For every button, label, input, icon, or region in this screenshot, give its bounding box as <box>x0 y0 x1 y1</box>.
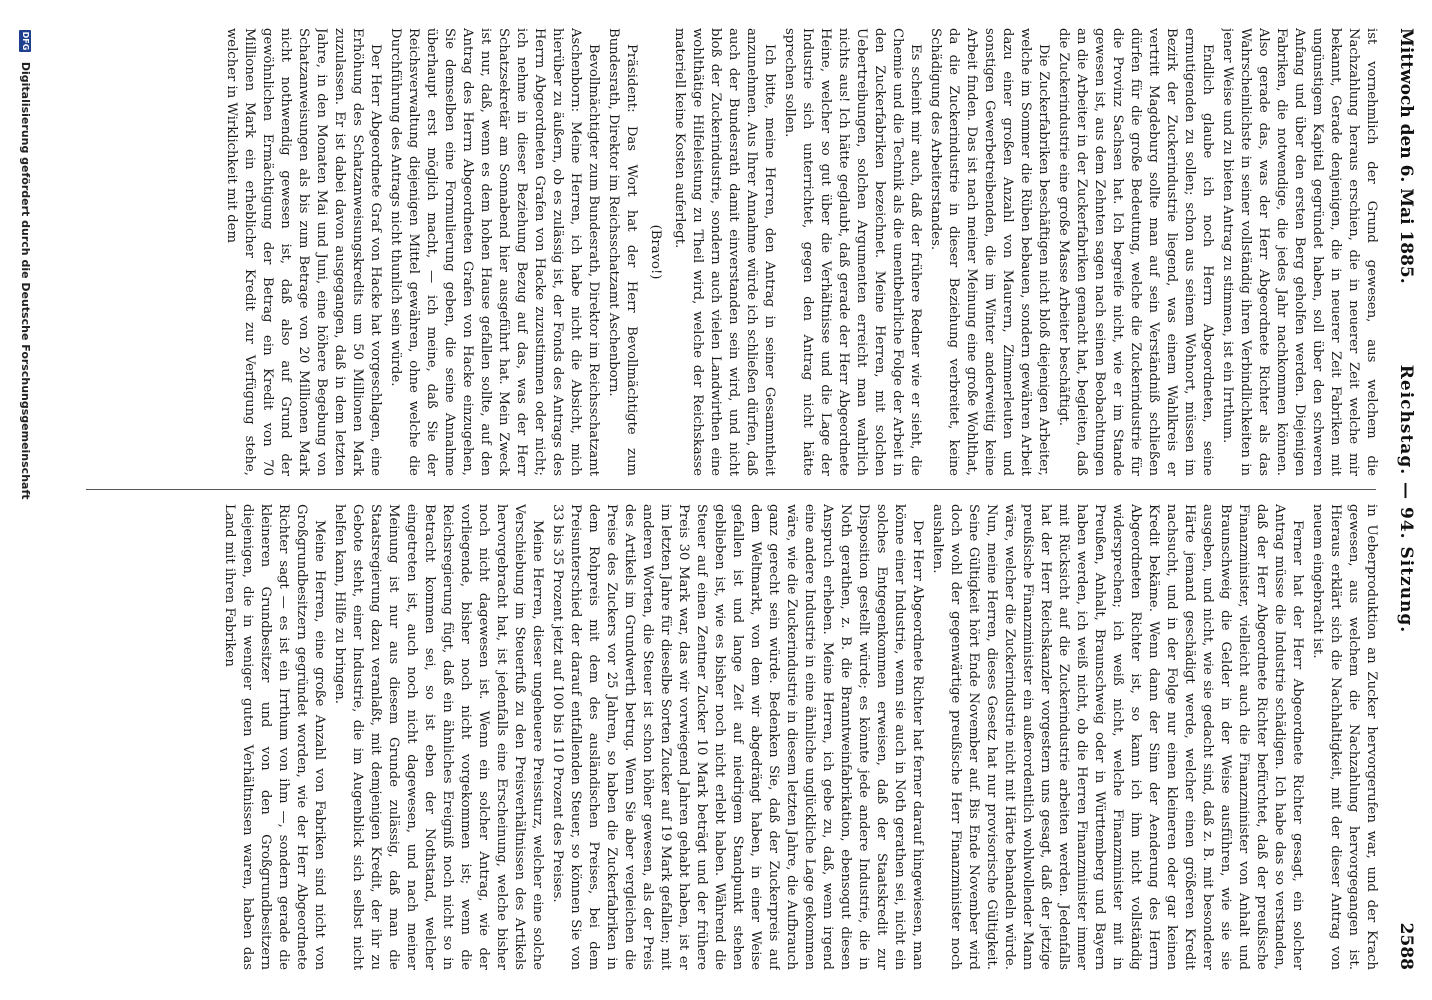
paragraph: in Ueberproduktion an Zucker hervorgerufen war, und der Krach gewesen, aus welchem die Nachzahlung hervorgegangen ist. Hieraus erklärt sich die Nachhaltigkeit, mit der dieser Antrag von neuem eingebracht ist. <box>1310 504 1379 970</box>
page-number: 2588 <box>1396 922 1416 970</box>
applause-note: (Bravo!) <box>648 224 663 280</box>
paragraph: Ferner hat der Herr Abgeordnete Richter gesagt, ein solcher Antrag müsse die Industrie schädigen. Ich habe das so verstanden, daß der Herr Abgeordnete Richter befürchtet, daß der preußische Finanzminister, vielleicht auch die Finanzminister von Anhalt und Braunschweig die Gelder in der Weise ausführen, wie sie sie ausgeben, und nicht, wie sie gedacht sind, daß z. B. mit besonderer Härte jemand geschädigt werde, welcher einen größeren Kredit nachsucht, und in der Folge nur einen kleineren oder gar keinen Kredit bekäme. Wenn dann der Sinn der Aenderung des Herrn Abgeordneten Richter ist, so kann ich ihm nicht vollständig widersprechen; ich weiß nicht, welche Finanzminister mit in Preußen, Anhalt, Braunschweig oder in Württemberg und Bayern haben werden, ich weiß nicht, ob die Herren Finanzminister immer mit Rücksicht auf die Zuckerindustrie arbeiten werden. Jedenfalls hat der Herr Reichskanzler vorgestern uns gesagt, daß der jetzige preußische Finanzminister ein außerordentlich wohlwollender Mann wäre, welcher die Zuckerindustrie nicht mit Härte behandeln würde. Nun, meine Herren, dieses Gesetz hat nur provisorische Gültigkeit. Seine Gültigkeit hört Ende November auf. Bis Ende November wird doch wohl der gegenwärtige preußische Herr Finanzminister noch aushalten. <box>930 504 1305 970</box>
running-head <box>1390 28 1422 970</box>
paragraph: ist vornehmlich der Grund gewesen, aus welchem die Nachzahlung heraus erschien, die in neuerer Zeit welche mir bekannt, Gerade denjenigen, die in neuerer Zeit Fabriken mit ungünstigem Kapital gegründet haben, soll über den schweren Anfang und über den ersten Berg geholfen werden. Diejenigen Fabriken, die notwendige, die jedes Jahr nachkommen können. Also gerade das, was der Herr Abgeordnete Richter als das Wahrscheinlichste in seiner vollständig ihren Verbindlichkeiten in jener Weise und zu bieten Antrag zu stimmen, ist ein Irrthum. <box>1220 28 1379 476</box>
paragraph: Die Zuckerfabriken beschäftigen nicht bloß diejenigen Arbeiter, welche im Sommer die Rüben bebauen, sondern gewähren Arbeit dazu einer großen Anzahl von Maurern, Zimmerleuten und sonstigen Gewerbetreibenden, die im Winter anderweitig keine Arbeit finden. Das ist nach meiner Meinung eine große Wohlthat, da die Zuckerindustrie in dieser Beziehung verbreitet, keine Schädigung des Arbeiterstandes. <box>928 28 1051 476</box>
credit-text: Digitalisierung gefördert durch die Deutsche Forschungsgemeinschaft <box>19 61 32 500</box>
column-divider <box>86 489 1376 490</box>
left-text-column <box>80 28 1380 476</box>
session-title: Reichstag. — 94. Sitzung. <box>1396 364 1416 634</box>
paragraph: Es scheint mir auch, daß der frühere Redner wie er sieht, die Chemie und die Technik als die unentbehrliche Folge der Arbeit in den Zuckerfabriken bezeichnet. Meine Herren, mit solchen Uebertreibungen, solchen Argumenten erreicht man wahrlich nichts aus! Ich hätte geglaubt, daß gerade der Herr Abgeordnete Heine, welcher so gut über die Verhältnisse und die Lage der Industrie sich unterrichtet, gegen den Antrag nicht hätte sprechen sollen. <box>782 28 923 476</box>
dfg-logo: DFG <box>21 31 30 51</box>
speaker-paragraph: Bevollmächtigter zum Bundesrath, Direktor im Reichsschatzamt Aschenborn: Meine Herren, ich habe nicht die Absicht, mich hierüber zu äußern, ob es zulässig ist, der Fonds des Antrags des Herrn Abgeordneten Grafen von Hacke zuzustimmen oder nicht; ich nehme in dieser Beziehung Bezug auf das, was der Herr Schatzsekretär am Sonnabend hier ausgeführt hat. Mein Zweck ist nur, daß, wenn es dem hohen Hause gefallen sollte, auf den Antrag des Herrn Abgeordneten Grafen von Hacke einzugehen, Sie demselben eine Formulierung geben, die seine Annahme überhaupt erst möglich macht, — ich meine, daß Sie der Reichsverwaltung diejenigen Mittel gewähren, ohne welche die Durchführung des Antrags nicht thunlich sein würde. <box>388 28 601 476</box>
paragraph: Meine Herren, dieser ungeheuere Preissturz, welcher eine solche Verschiebung im Steuerfuß zu den Preisverhältnissen des Artikels hervorgebracht hat, ist jedenfalls eine Erscheinung, welche bisher noch nicht dagewesen ist. Wenn ein solcher Antrag, wie der vorliegende, bisher noch nicht vorgekommen ist; wenn die Reichsregierung fügt, daß ein ähnliches Ereigniß noch nicht so in Betracht kommen sei, so ist eben der Nothstand, welcher eingetreten ist, auch noch nicht dagewesen, und nach meiner Meinung ist nur aus diesem Grunde zulässig, daß man die Staatsregierung dazu veranlaßt, mit demjenigen Kredit, der ihr zu Gebote steht, einer Industrie, die im Augenblick sich selbst nicht helfen kann, Hilfe zu bringen. <box>332 504 545 970</box>
paragraph: Endlich glaube ich noch Herrn Abgeordneten, seine ermutigenden zu sollen; schon aus seinem Wohnort, müssen im Bezirk der Zuckerindustrie liegend, was einem Wahlkreis er vertritt Magdeburg sollte man auf sein Verständniß schließen dürfen für die große Bedeutung, welche die Zuckerindustrie für die Provinz Sachsen hat. Ich begreife nicht, wie er im Stande gewesen ist, aus dem Zehnten sagen nach seinen Beobachtungen an die Arbeiter in der Zuckerfabriken gemacht hat, begleiten, daß die Zuckerindustrie eine große Masse Arbeiter beschäftigt. <box>1056 28 1215 476</box>
paragraph: Meine Herren, eine große Anzahl von Fabriken sind nicht von Großgrundbesitzern gegründet worden, wie der Herr Abgeordnete Richter sagt — es ist ein Irrthum von ihm —, sondern gerade die kleineren Grundbesitzer und von den Großgrundbesitzern diejenigen, die in weniger guten Verhältnissen waren, haben das Land mit ihren Fabriken <box>222 504 327 970</box>
speaker-paragraph: Präsident: Das Wort hat der Herr Bevollmächtigte zum Bundesrath, Direktor im Reichsschatzamt Aschenborn. <box>606 28 639 476</box>
issue-date: Mittwoch den 6. Mai 1885. <box>1396 28 1416 284</box>
paragraph: Der Herr Abgeordnete Graf von Hacke hat vorgeschlagen, eine Erhöhung des Schatzanweisungskredits um 50 Millionen Mark zuzulassen. Er ist dabei davon ausgegangen, daß in dem letzten Jahre, in den Monaten Mai und Juni, eine höhere Begebung von Schatzanweisungen als bis zum Betrage von 20 Millionen Mark nicht nothwendig gewesen ist, daß also auf Grund der gewöhnlichen Ermächtigung der Betrag ein Kredit von 70 Millionen Mark ein erheblicher Kredit zur Verfügung stehe, welcher in Wirklichkeit mit dem <box>224 28 383 476</box>
paragraph: Der Herr Abgeordnete Richter hat ferner darauf hingewiesen, man könne einer Industrie, wenn sie auch in Noth gerathen sei, nicht ein solches Entgegenkommen erweisen, daß der Staatskredit zur Disposition gestellt würde; es könnte jede andere Industrie, die in Noth gerathen, z. B. die Branntweinfabrikation, ebensogut diesen Anspruch erheben. Meine Herren, ich gebe zu, daß, wenn irgend eine andere Industrie in eine ähnliche unglückliche Lage gekommen wäre, wie die Zuckerindustrie in diesem letzten Jahre, die Aufbrauch ganz gerecht sein würde. Bedenken Sie, daß der Zuckerpreis auf dem Weltmarkt, von dem wir abgedrängt haben, in einer Weise gefallen ist und lange Zeit auf niedrigem Standpunkt stehen geblieben ist, wie es bisher noch nicht erlebt haben. Während die Steuer auf einen Zentner Zucker 10 Mark beträgt und der frühere Preis 30 Mark war, das wir vorwiegend Jahren gehabt haben, ist er im letzten Jahre für dieselbe Sorten Zucker auf 19 Mark gefallen; mit anderen Worten, die Steuer ist schon höher gewesen, als der Preis des Artikels im Grundwerth betrug. Wenn Sie aber vergleichen die Preise des Zuckers vor 25 Jahren, so haben die Zuckerfabriken in dem Rohpreis mit dem des ausländischen Preises, bei dem Preisunterschied der darauf entfallenden Steuer, so können Sie von 33 bis 35 Prozent jetzt auf 100 bis 110 Prozent des Preises. <box>550 504 925 970</box>
paragraph: Ich bitte, meine Herren, den Antrag in seiner Gesammtheit anzunehmen. Aus Ihrer Annahme würde ich schließen dürfen, daß auch der Bundesrath damit einverstanden sein wird, und nicht bloß der Zuckerindustrie, sondern auch vielen Landwirthen eine wohlthätige Hilfeleistung zu Theil wird, welche der Reichskasse materiell keine Kosten auferlegt. <box>672 28 777 476</box>
right-text-column <box>80 504 1380 970</box>
digitization-credit <box>12 30 32 970</box>
